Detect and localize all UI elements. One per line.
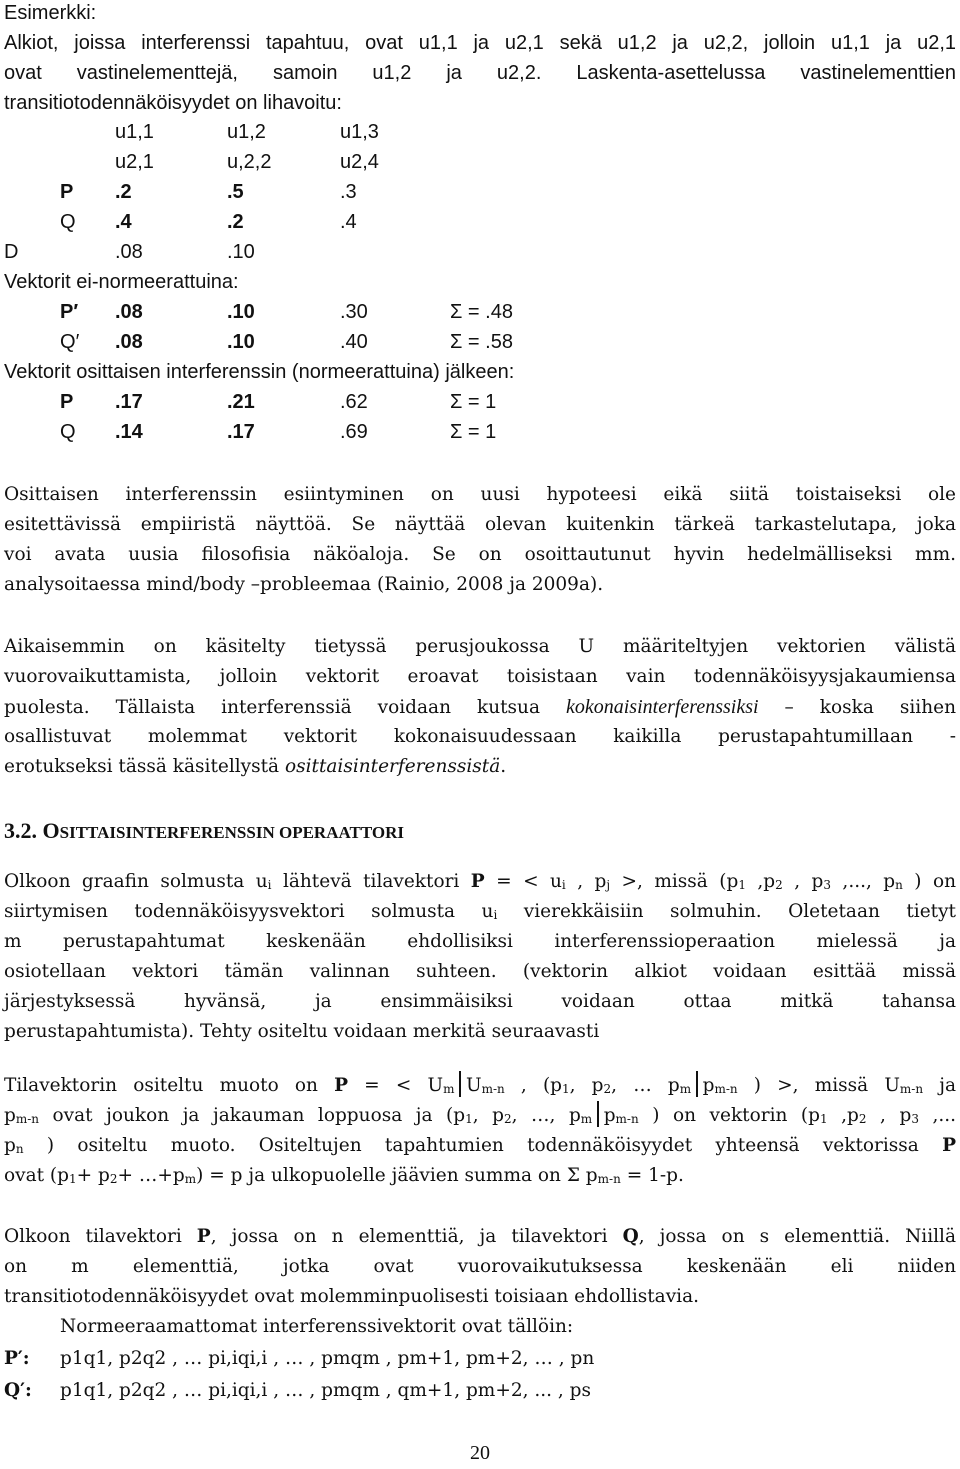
table-cell: .5 xyxy=(227,181,244,203)
table-cell: .4 xyxy=(340,211,357,233)
table-cell: .10 xyxy=(227,301,255,323)
table-cell: .69 xyxy=(340,421,368,443)
paragraph-line: transitiotodennäköisyydet ovat molemminpuolisesti toisiaan ehdollistavia. xyxy=(4,1286,699,1307)
paragraph-line: pm-n ovat joukon ja jakauman loppuosa ja (p1, p2, …, pm pm-n ) on vektorin (p1 ,p2 , p3 ,... xyxy=(4,1101,956,1134)
row-label-q: Q xyxy=(60,421,76,443)
table-cell: .3 xyxy=(340,181,357,203)
paragraph-line: Olkoon tilavektori P, jossa on n elementtiä, ja tilavektori Q, jossa on s elementtiä. Niillä xyxy=(4,1226,956,1247)
table-cell: .10 xyxy=(227,331,255,353)
paragraph-line: järjestyksessä hyvänsä, ja ensimmäisiksi voidaan ottaa mitkä tahansa xyxy=(4,991,956,1012)
intro-line-3: transitiotodennäköisyydet on lihavoitu: xyxy=(4,92,342,114)
header-cell: u1,1 xyxy=(115,121,154,143)
table-cell: .14 xyxy=(115,421,143,443)
sum-cell: Σ = .58 xyxy=(450,331,513,353)
table-cell: .17 xyxy=(227,421,255,443)
partition-bar xyxy=(696,1071,698,1097)
table-cell: .08 xyxy=(115,301,143,323)
row-label-p: P xyxy=(60,181,74,203)
header-cell: u2,4 xyxy=(340,151,379,173)
page-number: 20 xyxy=(470,1442,490,1464)
paragraph-line: pn ) ositeltu muoto. Ositeltujen tapahtumien todennäköisyydet yhteensä vektorissa P xyxy=(4,1135,956,1156)
paragraph-line: siirtymisen todennäköisyysvektori solmusta ui vierekkäisiin solmuhin. Oletetaan tietyt xyxy=(4,901,956,922)
header-cell: u1,2 xyxy=(227,121,266,143)
paragraph-line: Aikaisemmin on käsitelty tietyssä perusjoukossa U määriteltyjen vektorien välistä xyxy=(4,636,956,657)
sum-cell: Σ = 1 xyxy=(450,421,497,443)
paragraph-line: Normeeraamattomat interferenssivektorit ovat tällöin: xyxy=(60,1316,574,1337)
paragraph-line: voi avata uusia filosofisia näköaloja. Se on osoittautunut hyvin hedelmälliseksi mm. xyxy=(4,544,956,565)
sum-cell: Σ = 1 xyxy=(450,391,497,413)
header-cell: u2,1 xyxy=(115,151,154,173)
section-heading: 3.2. OSITTAISINTERFERENSSIN OPERAATTORI xyxy=(4,818,404,843)
sum-cell: Σ = .48 xyxy=(450,301,513,323)
paragraph-line: Olkoon graafin solmusta ui lähtevä tilavektori P = < ui , pj >, missä (p1 ,p2 , p3 ,..., pn ) on xyxy=(4,871,956,892)
table-cell: .21 xyxy=(227,391,255,413)
row-label-p-prime: P′ xyxy=(60,301,79,323)
row-label-d: D xyxy=(4,241,19,263)
vector-terms-q-prime: p1q1, p2q2 , … pi,iqi,i , … , pmqm , qm+1, pm+2, ... , ps xyxy=(60,1380,591,1401)
partition-bar xyxy=(459,1071,461,1097)
table-cell: .30 xyxy=(340,301,368,323)
term-partial-interference: osittaisinterferenssistä xyxy=(284,756,501,777)
header-cell: u,2,2 xyxy=(227,151,272,173)
paragraph-line: m perustapahtumat keskenään ehdollisiksi interferenssioperaation mielessä ja xyxy=(4,931,956,952)
paragraph-line: osallistuvat molemmat vektorit kokonaisuudessaan kaikilla perustapahtumillaan - xyxy=(4,726,956,747)
paragraph-line: ovat (p1+ p2+ …+pm) = p ja ulkopuolelle jäävien summa on Σ pm-n = 1-p. xyxy=(4,1165,684,1186)
vector-label-p-prime: P′: xyxy=(4,1348,30,1369)
row-label-q-prime: Q′ xyxy=(60,331,80,353)
table-cell: .2 xyxy=(115,181,132,203)
vector-terms-p-prime: p1q1, p2q2 , … pi,iqi,i , … , pmqm , pm+1, pm+2, … , pn xyxy=(60,1348,595,1369)
term-total-interference: kokonaisinterferenssiksi xyxy=(565,696,759,718)
intro-line-2: ovat vastinelementtejä, samoin u1,2 ja u2,2. Laskenta-asettelussa vastinelementtien xyxy=(4,62,956,84)
intro-line-1: Alkiot, joissa interferenssi tapahtuu, ovat u1,1 ja u2,1 sekä u1,2 ja u2,2, jolloin u1,1 ja u2,1 xyxy=(4,32,956,54)
paragraph-line: Osittaisen interferenssin esiintyminen on uusi hypoteesi eikä siitä toistaiseksi ole xyxy=(4,484,956,505)
paragraph-line: Tilavektorin ositeltu muoto on P = < Um Um-n , (p1, p2, … pm pm-n ) >, missä Um-n ja xyxy=(4,1071,956,1104)
normalized-label: Vektorit osittaisen interferenssin (normeerattuina) jälkeen: xyxy=(4,361,515,383)
paragraph-line: puolesta. Tällaista interferenssiä voidaan kutsua kokonaisinterferenssiksi – koska siihen xyxy=(4,696,956,718)
paragraph-line: esitettävissä empiiristä näyttöä. Se näyttää olevan kuitenkin tärkeä tarkastelutapa, joka xyxy=(4,514,956,535)
table-cell: .4 xyxy=(115,211,132,233)
row-label-p: P xyxy=(60,391,74,413)
partition-bar xyxy=(597,1101,599,1127)
paragraph-line: on m elementtiä, jotka ovat vuorovaikutuksessa keskenään eli niiden xyxy=(4,1256,956,1277)
paragraph-line: analysoitaessa mind/body –probleemaa (Rainio, 2008 ja 2009a). xyxy=(4,574,604,595)
vector-label-q-prime: Q′: xyxy=(4,1380,32,1401)
example-title: Esimerkki: xyxy=(4,2,97,24)
unnormalized-label: Vektorit ei-normeerattuina: xyxy=(4,271,239,293)
paragraph-line: osiotellaan vektori tämän valinnan suhteen. (vektorin alkiot voidaan esittää missä xyxy=(4,961,956,982)
table-cell: .62 xyxy=(340,391,368,413)
table-cell: .2 xyxy=(227,211,244,233)
table-cell: .40 xyxy=(340,331,368,353)
paragraph-line: erotukseksi tässä käsitellystä osittaisinterferenssistä. xyxy=(4,756,507,777)
paragraph-line: vuorovaikuttamista, jolloin vektorit eroavat toisistaan vain todennäköisyysjakaumiensa xyxy=(4,666,956,687)
table-cell: .17 xyxy=(115,391,143,413)
table-cell: .08 xyxy=(115,331,143,353)
paragraph-line: perustapahtumista). Tehty ositeltu voidaan merkitä seuraavasti xyxy=(4,1021,600,1042)
row-label-q: Q xyxy=(60,211,76,233)
table-cell: .08 xyxy=(115,241,143,263)
table-cell: .10 xyxy=(227,241,255,263)
header-cell: u1,3 xyxy=(340,121,379,143)
